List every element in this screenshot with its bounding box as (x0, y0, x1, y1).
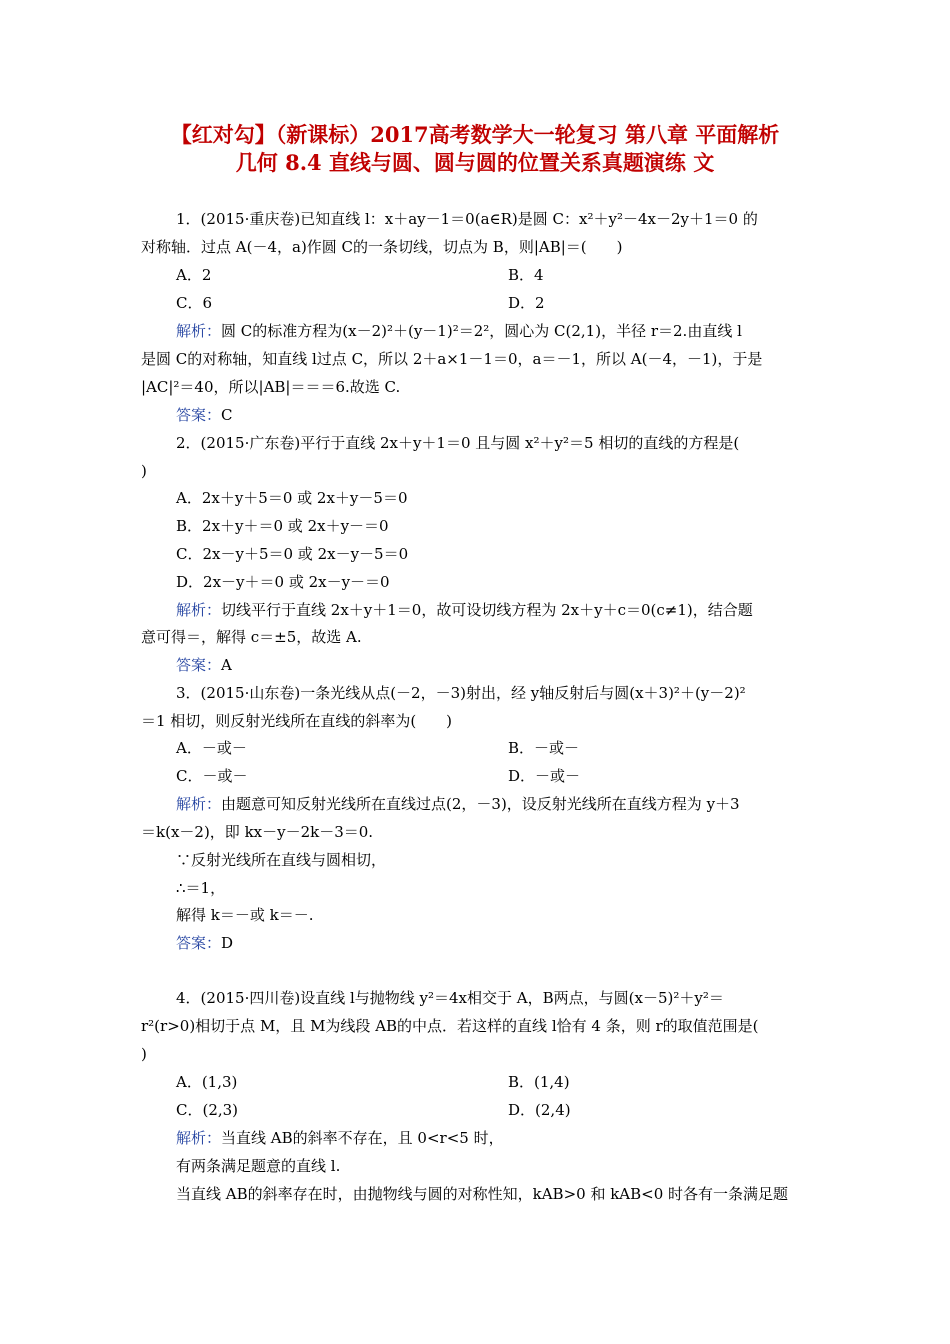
q2-option-a: A．2x＋y＋5＝0 或 2x＋y－5＝0 (176, 489, 408, 507)
q3-option-b: B．－或－ (508, 739, 580, 757)
q1-stem-line-1: 1．(2015·重庆卷)已知直线 l：x＋ay－1＝0(a∈R)是圆 C：x²＋y²－4x－2y＋1＝0 的 (176, 210, 758, 228)
q4-stem-line-1: 4．(2015·四川卷)设直线 l与抛物线 y²＝4x相交于 A，B两点，与圆(x－5)²＋y²＝ (176, 989, 724, 1007)
q4-option-b: B．(1,4) (508, 1073, 570, 1091)
q3-option-d: D．－或－ (508, 767, 581, 785)
q4-option-c: C．(2,3) (176, 1101, 239, 1119)
q2-option-c: C．2x－y＋5＝0 或 2x－y－5＝0 (176, 545, 409, 563)
q2-answer-value: A (221, 656, 232, 674)
q2-stem-line-2: ) (141, 462, 147, 480)
q3-stem-line-2: ＝1 相切，则反射光线所在直线的斜率为( ) (141, 712, 453, 730)
answer-label: 答案： (176, 656, 222, 674)
q2-analysis-text-1: 切线平行于直线 2x＋y＋1＝0，故可设切线方程为 2x＋y＋c＝0(c≠1)，结合题 (221, 601, 753, 619)
q3-analysis-line-2: ＝k(x－2)，即 kx－y－2k－3＝0. (141, 823, 374, 841)
title-line-2: 几何 8.4 直线与圆、圆与圆的位置关系真题演练 文 (235, 150, 715, 175)
title-line-1: 【红对勾】（新课标）2017高考数学大一轮复习 第八章 平面解析 (170, 122, 780, 147)
q2-answer (176, 656, 232, 674)
q1-analysis-text-1: 圆 C的标准方程为(x－2)²＋(y－1)²＝2²，圆心为 C(2,1)，半径 r＝2.由直线 l (221, 322, 742, 340)
q1-option-d: D．2 (508, 294, 545, 312)
q3-answer (176, 934, 233, 952)
q2-analysis-line-1 (176, 601, 753, 619)
q4-stem-line-2: r²(r>0)相切于点 M，且 M为线段 AB的中点．若这样的直线 l恰有 4 条，则 r的取值范围是( (141, 1017, 759, 1035)
q1-answer (176, 406, 233, 424)
q4-analysis-line-2: 有两条满足题意的直线 l. (176, 1157, 341, 1175)
q1-stem-line-2: 对称轴．过点 A(－4，a)作圆 C的一条切线，切点为 B，则|AB|＝( ) (141, 238, 623, 256)
q4-stem-line-3: ) (141, 1045, 147, 1063)
q1-option-b: B．4 (508, 266, 544, 284)
q1-option-a: A．2 (176, 266, 212, 284)
q1-answer-value: C (221, 406, 233, 424)
q2-stem-line-1: 2．(2015·广东卷)平行于直线 2x＋y＋1＝0 且与圆 x²＋y²＝5 相切的直线的方程是( (176, 434, 740, 452)
answer-label: 答案： (176, 934, 222, 952)
answer-label: 答案： (176, 406, 222, 424)
q3-answer-value: D (221, 934, 234, 952)
q4-option-d: D．(2,4) (508, 1101, 571, 1119)
q4-analysis-line-1 (176, 1129, 504, 1147)
q1-analysis-line-2: 是圆 C的对称轴，知直线 l过点 C，所以 2＋a×1－1＝0，a＝－1，所以 A(－4，－1)，于是 (141, 350, 763, 368)
q4-analysis-line-3: 当直线 AB的斜率存在时，由抛物线与圆的对称性知，kAB>0 和 kAB<0 时各有一条满足题 (176, 1185, 789, 1203)
q1-analysis-line-1 (176, 322, 742, 340)
q1-analysis-line-3: |AC|²＝40，所以|AB|＝＝＝6.故选 C. (141, 378, 401, 396)
q1-option-c: C．6 (176, 294, 213, 312)
q4-analysis-text-1: 当直线 AB的斜率不存在，且 0<r<5 时， (221, 1129, 504, 1147)
q4-option-a: A．(1,3) (176, 1073, 238, 1091)
q3-analysis-line-4: ∴＝1， (176, 879, 226, 897)
q2-option-d: D．2x－y＋＝0 或 2x－y－＝0 (176, 573, 390, 591)
q3-stem-line-1: 3．(2015·山东卷)一条光线从点(－2，－3)射出，经 y轴反射后与圆(x＋3)²＋(y－2)² (176, 684, 746, 702)
analysis-label: 解析： (176, 795, 222, 813)
q3-analysis-line-5: 解得 k＝－或 k＝－. (176, 906, 314, 924)
q3-analysis-line-3: ∵反射光线所在直线与圆相切， (176, 851, 387, 869)
q3-analysis-text-1: 由题意可知反射光线所在直线过点(2，－3)，设反射光线所在直线方程为 y＋3 (221, 795, 740, 813)
q2-analysis-line-2: 意可得＝，解得 c＝±5，故选 A. (141, 628, 362, 646)
q3-option-a: A．－或－ (176, 739, 247, 757)
analysis-label: 解析： (176, 601, 222, 619)
q3-option-c: C．－或－ (176, 767, 248, 785)
q3-analysis-line-1 (176, 795, 740, 813)
q2-option-b: B．2x＋y＋＝0 或 2x＋y－＝0 (176, 517, 389, 535)
analysis-label: 解析： (176, 322, 222, 340)
analysis-label: 解析： (176, 1129, 222, 1147)
